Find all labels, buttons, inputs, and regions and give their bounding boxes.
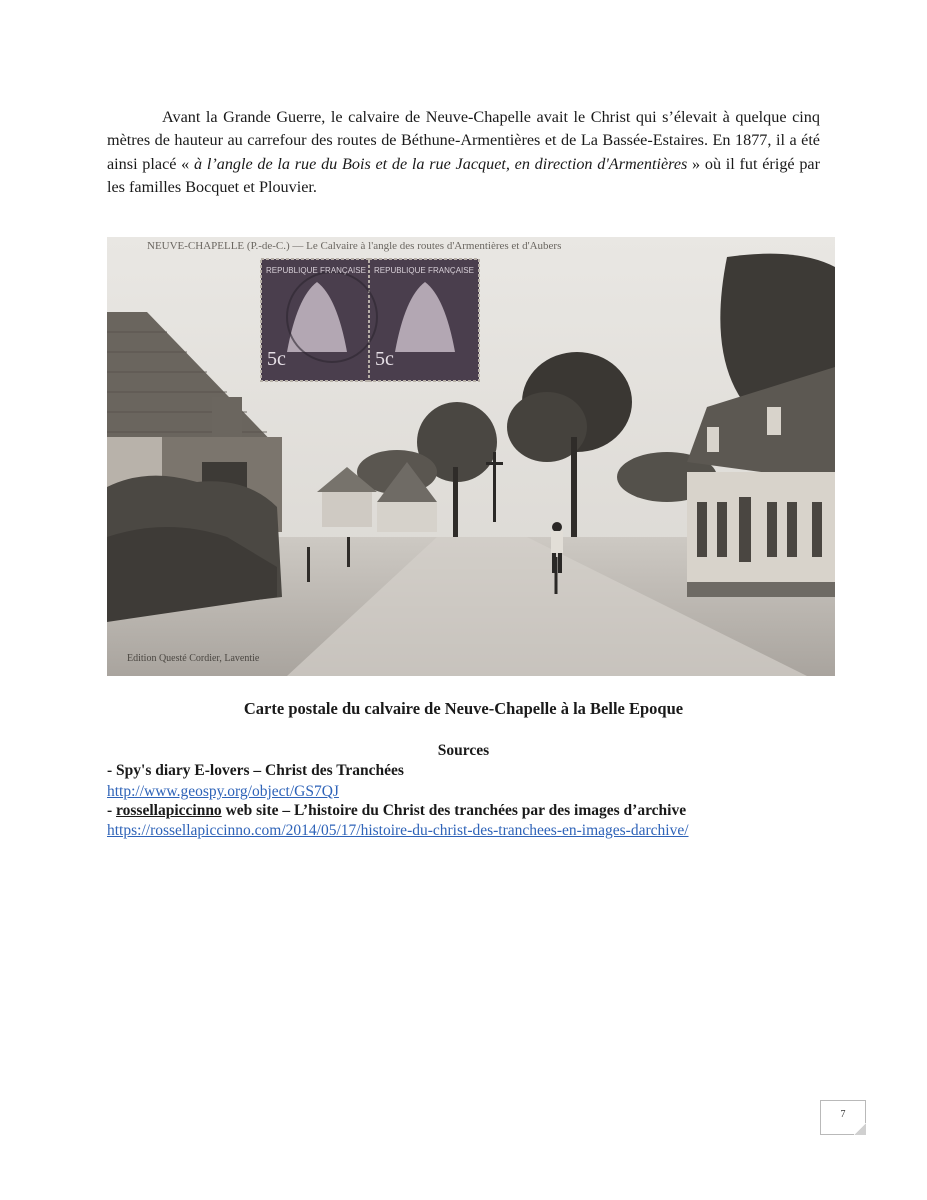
paragraph-quote: à l’angle de la rue du Bois et de la rue Jacquet, en direction d'Armentières (194, 154, 688, 173)
stamp-value-1: 5c (267, 348, 286, 370)
paragraph-text-1: Avant la Grande Guerre, le calvaire de Neuve-Chapelle avait le Christ qui s’élevait à quelque cinq mètres de hauteur au carrefour des routes de Béthune-Armentières et de La Bassée-Estaires. En 1877, il a été ainsi placé « (107, 108, 820, 173)
source-1-link-line (107, 783, 339, 801)
page-number-box (820, 1100, 866, 1135)
source-2-link-line (107, 822, 689, 840)
page-fold-icon (854, 1123, 866, 1135)
stamp-country-2: REPUBLIQUE FRANÇAISE (374, 266, 474, 275)
photo-caption: Carte postale du calvaire de Neuve-Chapelle à la Belle Epoque (243, 699, 684, 718)
sources-heading: Sources (437, 742, 490, 759)
postage-stamps (261, 259, 479, 381)
stamp-country-1: REPUBLIQUE FRANÇAISE (266, 266, 366, 275)
source-1-link[interactable]: http://www.geospy.org/object/GS7QJ (107, 783, 339, 800)
paragraph-text-2: » où il fut érigé par les familles Bocquet et Plouvier. (107, 154, 820, 197)
postcard-publisher: Edition Questé Cordier, Laventie (127, 653, 260, 664)
postcard-header: NEUVE-CHAPELLE (P.-de-C.) — Le Calvaire à l'angle des routes d'Armentières et d'Aubers (147, 240, 562, 252)
source-2-name: rossellapiccinno (116, 802, 222, 819)
intro-paragraph (107, 106, 820, 200)
page-number: 7 (840, 1109, 846, 1120)
postcard-photo (107, 237, 835, 676)
source-2-title: - rossellapiccinno web site – L’histoire du Christ des tranchées par des images d’archive (107, 802, 687, 819)
source-1-title: - Spy's diary E-lovers – Christ des Tranchées (107, 762, 404, 779)
source-2-link[interactable]: https://rossellapiccinno.com/2014/05/17/histoire-du-christ-des-tranchees-en-images-darchive/ (107, 822, 689, 839)
stamp-value-2: 5c (375, 348, 394, 370)
